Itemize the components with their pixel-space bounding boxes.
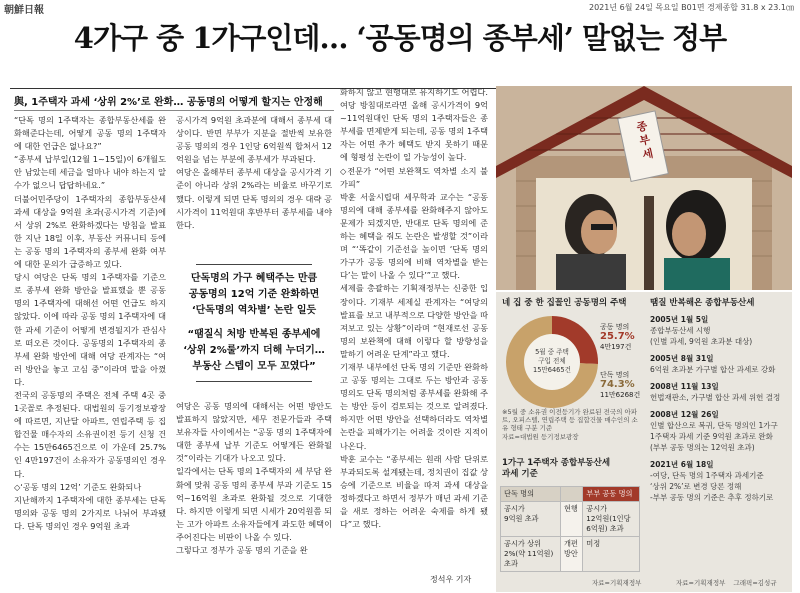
single-legend	[600, 370, 640, 400]
timeline-text: 헌법재판소, 가구별 합산 과세 위헌 결정	[650, 393, 781, 402]
graphic-credit: 그래픽=김성규	[733, 579, 777, 587]
divider	[14, 110, 334, 111]
timeline-date: 2005년 8월 31일	[650, 354, 714, 363]
divider	[196, 381, 312, 382]
donut-center-line: 구입 전체	[538, 357, 566, 365]
tax-note-label: 종 부 세	[635, 119, 655, 162]
timeline-source	[676, 578, 777, 587]
window-divider	[644, 196, 654, 290]
timeline-text: 종합부동산세 시행 (인별 과세, 9억원 초과분 대상)	[650, 326, 753, 346]
tax-table-cell: 공시가 12억원(1인당 6억원) 초과	[583, 502, 640, 537]
tax-table-header-blank	[560, 487, 582, 502]
dateline: 2021년 6월 24일 목요일 B01면 경제종합 31.8 x 23.1㎝	[588, 3, 794, 12]
pie-note: ※5월 중 소유권 이전등기가 완료된 전국의 아파트, 오피스텔, 연립주택 등 집합건물 매수인의 소유 형태 구분 기준	[502, 408, 638, 432]
timeline-item	[650, 353, 786, 375]
joint-legend	[600, 322, 635, 352]
tax-table-cell: 공시가 9억원 초과	[501, 502, 561, 537]
timeline-text: 6억원 초과분 가구별 합산 과세로 강화	[650, 365, 776, 374]
timeline-source-text: 자료=기획재정부	[676, 579, 726, 587]
headline: 4가구 중 1가구인데… ‘공동명의 종부세’ 말없는 정부	[73, 21, 727, 55]
byline: 정석우 기자	[430, 575, 472, 584]
tax-table-row-label: 개편 방안	[560, 537, 582, 572]
donut-center-line: 5월 중 주택	[535, 348, 569, 356]
joint-pct: 25.7%	[600, 331, 635, 342]
pull-quote-1: 단독명의 가구 혜택주는 만큼 공동명의 12억 기준 완화하면 ‘단독명의 역차별’ 논란 일듯	[188, 273, 320, 316]
tax-table-header-joint: 부부 공동 명의	[583, 487, 640, 502]
joint-count: 4만197건	[600, 343, 632, 351]
timeline-item	[650, 409, 786, 453]
house-illustration	[496, 86, 792, 290]
tax-table-cell: 미정	[583, 537, 640, 572]
single-label: 단독 명의	[600, 371, 630, 379]
divider	[196, 264, 312, 265]
woman-figure	[664, 190, 730, 290]
single-count: 11만6268건	[600, 391, 641, 399]
single-pct: 74.3%	[600, 379, 635, 390]
pie-box-title: 네 집 중 한 집꼴인 공동명의 주택	[502, 298, 627, 308]
tax-table-title: 1가구 1주택자 종합부동산세 과세 기준	[502, 458, 611, 479]
masthead	[0, 0, 800, 14]
donut-center-line: 15만6465건	[533, 366, 571, 374]
timeline-title: 땜질 반복해온 종합부동산세	[650, 298, 755, 308]
timeline-item	[650, 459, 786, 503]
pull-quote-2: “땜질식 처방 반복된 종부세에 ‘상위 2%룰’까지 더해 누더기… 부동산 스텝이 모두 꼬였다”	[183, 329, 325, 372]
pie-source: 자료=대법원 등기정보광장	[502, 433, 579, 441]
tax-table-header-single: 단독 명의	[501, 487, 561, 502]
tax-table-source: 자료=기획재정부	[592, 579, 642, 587]
joint-label: 공동 명의	[600, 323, 630, 331]
timeline-item	[650, 381, 786, 403]
timeline-item	[650, 314, 786, 347]
tax-table-cell: 공시가 상위 2%(약 11억원) 초과	[501, 537, 561, 572]
article-column-2-continued: 여당은 공동 명의에 대해서는 어떤 방안도 발표하지 않았지만, 세무 전문가들과 주택 보유자들 사이에서는 “공동 명의 1주택자에 대한 종부세 납부 기준도 어떻게든 완화될 것”이라는 기대가 나오고 있다. 일각에서는 단독 명의 1주택자의 세 부담 완화에 맞춰 공동 명의 종부세 부과 기준도 15억~16억원 초과로 완화될 것으로 기대한다. 하지만 이렇게 되면 시세가 20억원쯤 되는 고가 아파트 소유자들에게 과도한 혜택이 주어진다는 비판이 나올 수 있다. 그렇다고 정부가 공동 명의 기준을 완	[176, 401, 332, 556]
timeline-text: 인별 합산으로 복귀, 단독 명의인 1가구 1주택자 과세 기준 9억원 초과로 완화 (부부 공동 명의는 12억원 초과)	[650, 421, 778, 452]
pull-quote	[176, 258, 332, 388]
timeline-date: 2021년 6월 18일	[650, 460, 714, 469]
subheadline: 與, 1주택자 과세 ‘상위 2%’로 완화… 공동명의 어떻게 할지는 안정해	[14, 97, 323, 108]
donut-center-label	[506, 348, 598, 375]
newspaper-logo: 朝鮮日報	[4, 5, 44, 16]
article-column-1: “단독 명의 1주택자는 종합부동산세를 완화해준다는데, 어떻게 공동 명의 1주택자에 대한 언급은 없나요?” “종부세 납부일(12월 1~15일)이 6개월도 안 남았는데 세금을 얼마나 내야 하는지 알 수가 없으니 답답하네요.” 더불어민주당이 1주택자의 종합부동산세 과세 대상을 9억원 초과(공시가격 기준)에서 상위 2%로 완화하겠다는 방침을 발표한 지난 18일 이후, 부동산 커뮤니티 등에는 공동 명의 1주택자의 종부세 완화 여부에 대한 문의가 급증하고 있다. 당시 여당은 단독 명의 1주택자를 기준으로 종부세 완화 방안을 발표했을 뿐 공동 명의 1주택자에 대해선 어떤 언급도 하지 않았다. 이에 따라 공동 명의 1주택자에 대한 과세 기준이 어떻게 변경될지가 관심사로 떠오른 것이다. 공동명의 1주택자의 종부세 완화 방안에 대해 여당 관계자는 “여러 방안을 놓고 고심 중”이라며 말을 아꼈다. 전국의 공동명의 주택은 전체 주택 4곳 중 1곳꼴로 추정된다. 대법원의 등기정보광장에 따르면, 지난달 아파트, 연립주택 등 집합건물 매수자의 소유권이전 등기 신청 건수는 15만6465건으로 이 가운데 25.7%인 4만197건이 소유자가 공동명의인 경우다. ◇‘공동 명의 12억’ 기준도 완화되나 지난해까지 1주택자에 대한 종부세는 단독 명의와 공동 명의 2가지로 나뉘어 부과됐다. 단독 명의인 경우 9억원 초과	[14, 115, 166, 531]
article-column-2: 공시가격 9억원 초과분에 대해서 종부세 대상이다. 반면 부부가 지분을 절반씩 보유한 공동 명의의 경우 1인당 6억원씩 합쳐서 12억원을 넘는 부분에 종부세가 부과된다. 여당은 올해부터 종부세 대상을 공시가격 기준이 아니라 상위 2%라는 비율로 바꾸기로 했다. 이렇게 되면 단독 명의의 경우 대략 공시가격이 11억원대 후반부터 종부세를 내야 한다.	[176, 115, 332, 230]
tax-table-row-label: 현행	[560, 502, 582, 537]
timeline-date: 2005년 1월 5일	[650, 315, 709, 324]
timeline-date: 2008년 12월 26일	[650, 410, 719, 419]
timeline	[650, 314, 786, 503]
infographic-panel	[496, 292, 792, 592]
timeline-date: 2008년 11월 13일	[650, 382, 719, 391]
article-column-3: 화하지 않고 현행대로 유지하기도 어렵다. 여당 방침대로라면 올해 공시가격이 9억~11억원대인 단독 명의 1주택자들은 종부세를 면제받게 되는데, 공동 명의 1주택자는 어떤 추가 혜택도 받지 못하기 때문에 형평성 논란이 일 가능성이 높다. ◇전문가 “어떤 보완책도 역차별 소지 불가피” 박훈 서울시립대 세무학과 교수는 “공동 명의에 대해 종부세를 완화해주지 않아도 문제가 되겠지만, 반대로 단독 명의에 준하는 혜택을 줘도 논란은 발생할 것”이라며 “‘똑같이 기준선을 높이면 ‘단독 명의 가구가 공동 명의에 비해 역차별을 받는다’는 말이 나올 수 있다’”고 했다. 세제를 총괄하는 기획재정부는 신중한 입장이다. 기재부 세제실 관계자는 “여당의 발표를 보고 내부적으로 다양한 방안을 따져보고 있는 상황”이라며 “현재로선 공동 명의 보완책에 대해 이렇다 할 방향성을 말하기 어려운 단계”라고 했다. 기재부 내부에선 단독 명의 기준만 완화하고 공동 명의는 그대로 두는 방안과 공동 명의도 단독 명의처럼 종부세를 완화해 주는 방안 등이 검토되는 것으로 알려졌다. 하지만 어떤 방안을 선택하더라도 역차별 논란을 피해가기는 어려울 것이란 지적이 나온다. 박훈 교수는 “종부세는 원래 사람 단위로 부과되도록 설계됐는데, 정치권이 집값 상승에 기준으로 비율을 따져 과세 대상을 정하겠다고 하면서 정부가 매년 과세 기준을 새로 정하는 어려운 숙제를 하게 됐다”고 했다.	[340, 87, 488, 530]
house-drawing	[496, 86, 792, 290]
timeline-text: -여당, 단독 명의 1주택자 과세기준 ‘상위 2%’로 변경 당론 정해 -부부 공동 명의 기준은 추후 정하기로	[650, 471, 774, 502]
tax-table	[500, 486, 640, 572]
